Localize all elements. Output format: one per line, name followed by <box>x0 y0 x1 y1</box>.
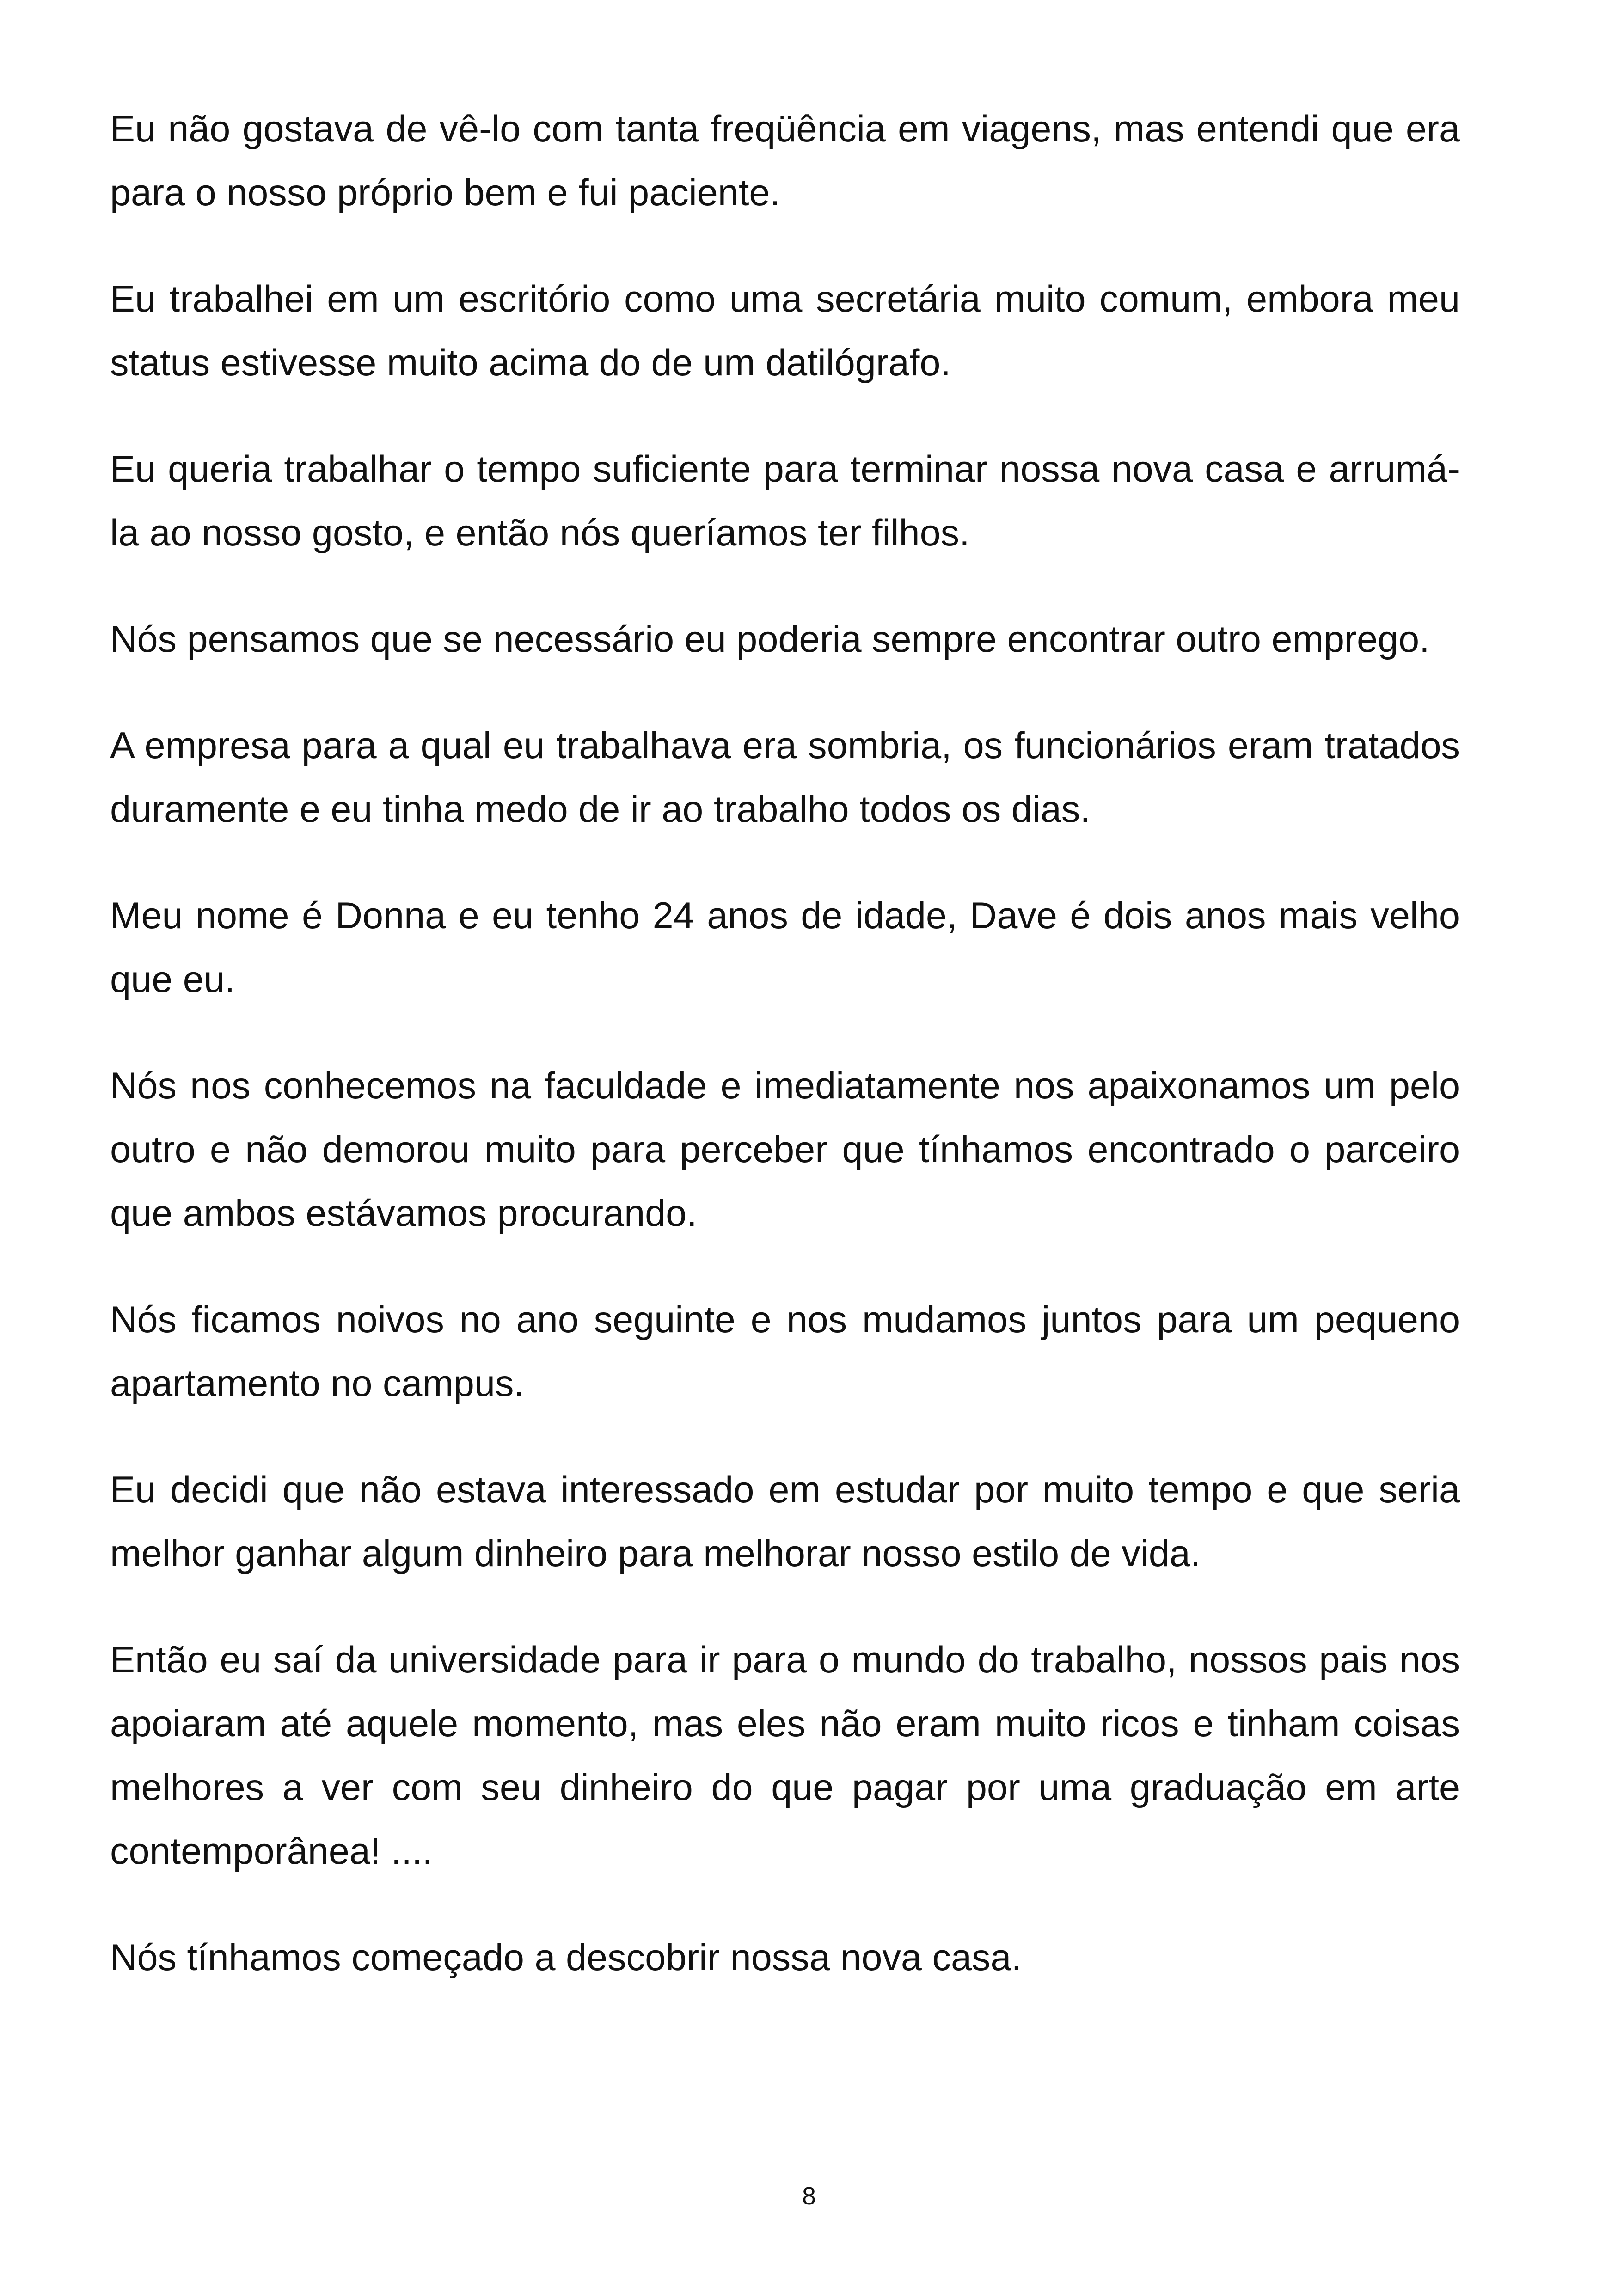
paragraph: Nós ficamos noivos no ano seguinte e nos mudamos juntos para um pequeno apartamento no campus. <box>110 1299 1460 1404</box>
paragraph: Nós pensamos que se necessário eu poderia sempre encontrar outro emprego. <box>110 618 1430 660</box>
page-number: 8 <box>802 2182 816 2210</box>
paragraph: Eu decidi que não estava interessado em estudar por muito tempo e que seria melhor ganhar algum dinheiro para melhorar nosso estilo de vida. <box>110 1469 1460 1574</box>
paragraph: Nós nos conhecemos na faculdade e imediatamente nos apaixonamos um pelo outro e não demorou muito para perceber que tínhamos encontrado o parceiro que ambos estávamos procurando. <box>110 1065 1460 1234</box>
paragraph: Eu trabalhei em um escritório como uma secretária muito comum, embora meu status estivesse muito acima do de um datilógrafo. <box>110 278 1460 384</box>
paragraph: Eu não gostava de vê-lo com tanta freqüência em viagens, mas entendi que era para o nosso próprio bem e fui paciente. <box>110 108 1460 214</box>
paragraph: Meu nome é Donna e eu tenho 24 anos de idade, Dave é dois anos mais velho que eu. <box>110 895 1460 1000</box>
document-body <box>110 97 1460 2032</box>
paragraph: Eu queria trabalhar o tempo suficiente para terminar nossa nova casa e arrumá-la ao nosso gosto, e então nós queríamos ter filhos. <box>110 448 1460 554</box>
paragraph: Então eu saí da universidade para ir para o mundo do trabalho, nossos pais nos apoiaram até aquele momento, mas eles não eram muito ricos e tinham coisas melhores a ver com seu dinheiro do que pagar por uma graduação em arte contemporânea! .... <box>110 1639 1460 1872</box>
paragraph: A empresa para a qual eu trabalhava era sombria, os funcionários eram tratados duramente e eu tinha medo de ir ao trabalho todos os dias. <box>110 725 1460 830</box>
paragraph: Nós tínhamos começado a descobrir nossa nova casa. <box>110 1937 1022 1978</box>
